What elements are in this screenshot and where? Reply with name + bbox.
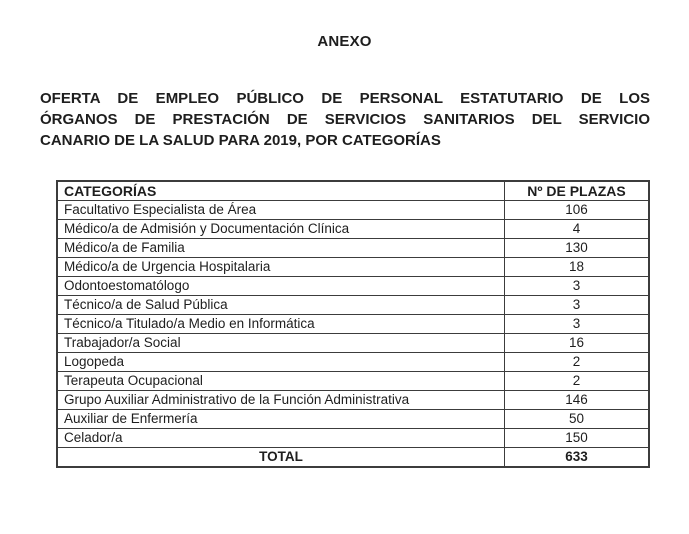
table-row [57, 334, 649, 353]
plazas-cell: 150 [505, 429, 650, 448]
category-cell: Auxiliar de Enfermería [57, 410, 505, 429]
table-header-row [57, 181, 649, 201]
plazas-cell: 18 [505, 258, 650, 277]
plazas-cell: 2 [505, 353, 650, 372]
plazas-cell: 2 [505, 372, 650, 391]
plazas-table [56, 180, 650, 468]
heading-line-1: OFERTA DE EMPLEO PÚBLICO DE PERSONAL ESTATUTARIO DE LOS [40, 90, 650, 107]
header-num-plazas: Nº DE PLAZAS [505, 181, 650, 201]
plazas-cell: 3 [505, 315, 650, 334]
table-row [57, 201, 649, 220]
table-row [57, 220, 649, 239]
category-cell: Médico/a de Familia [57, 239, 505, 258]
table-body [57, 201, 649, 448]
table-row [57, 277, 649, 296]
document-heading [40, 88, 650, 151]
heading-line-2: ÓRGANOS DE PRESTACIÓN DE SERVICIOS SANITARIOS DEL SERVICIO [40, 111, 650, 128]
plazas-cell: 3 [505, 296, 650, 315]
category-cell: Grupo Auxiliar Administrativo de la Función Administrativa [57, 391, 505, 410]
table-row [57, 410, 649, 429]
plazas-cell: 106 [505, 201, 650, 220]
heading-line-3: CANARIO DE LA SALUD PARA 2019, POR CATEGORÍAS [40, 132, 441, 149]
category-cell: Trabajador/a Social [57, 334, 505, 353]
table-row [57, 391, 649, 410]
category-cell: Terapeuta Ocupacional [57, 372, 505, 391]
table-row [57, 315, 649, 334]
category-cell: Técnico/a de Salud Pública [57, 296, 505, 315]
plazas-cell: 16 [505, 334, 650, 353]
plazas-cell: 4 [505, 220, 650, 239]
table-row [57, 372, 649, 391]
plazas-cell: 50 [505, 410, 650, 429]
table-row [57, 239, 649, 258]
table-row [57, 258, 649, 277]
plazas-cell: 130 [505, 239, 650, 258]
category-cell: Odontoestomatólogo [57, 277, 505, 296]
plazas-cell: 3 [505, 277, 650, 296]
page-title: ANEXO [317, 33, 372, 50]
table-row [57, 429, 649, 448]
table-row [57, 296, 649, 315]
category-cell: Técnico/a Titulado/a Medio en Informática [57, 315, 505, 334]
category-cell: Logopeda [57, 353, 505, 372]
category-cell: Médico/a de Admisión y Documentación Clínica [57, 220, 505, 239]
total-label: TOTAL [57, 448, 505, 468]
total-value: 633 [505, 448, 650, 468]
header-categorias: CATEGORÍAS [57, 181, 505, 201]
plazas-cell: 146 [505, 391, 650, 410]
table-row [57, 353, 649, 372]
category-cell: Médico/a de Urgencia Hospitalaria [57, 258, 505, 277]
category-cell: Celador/a [57, 429, 505, 448]
total-row [57, 448, 649, 468]
category-cell: Facultativo Especialista de Área [57, 201, 505, 220]
